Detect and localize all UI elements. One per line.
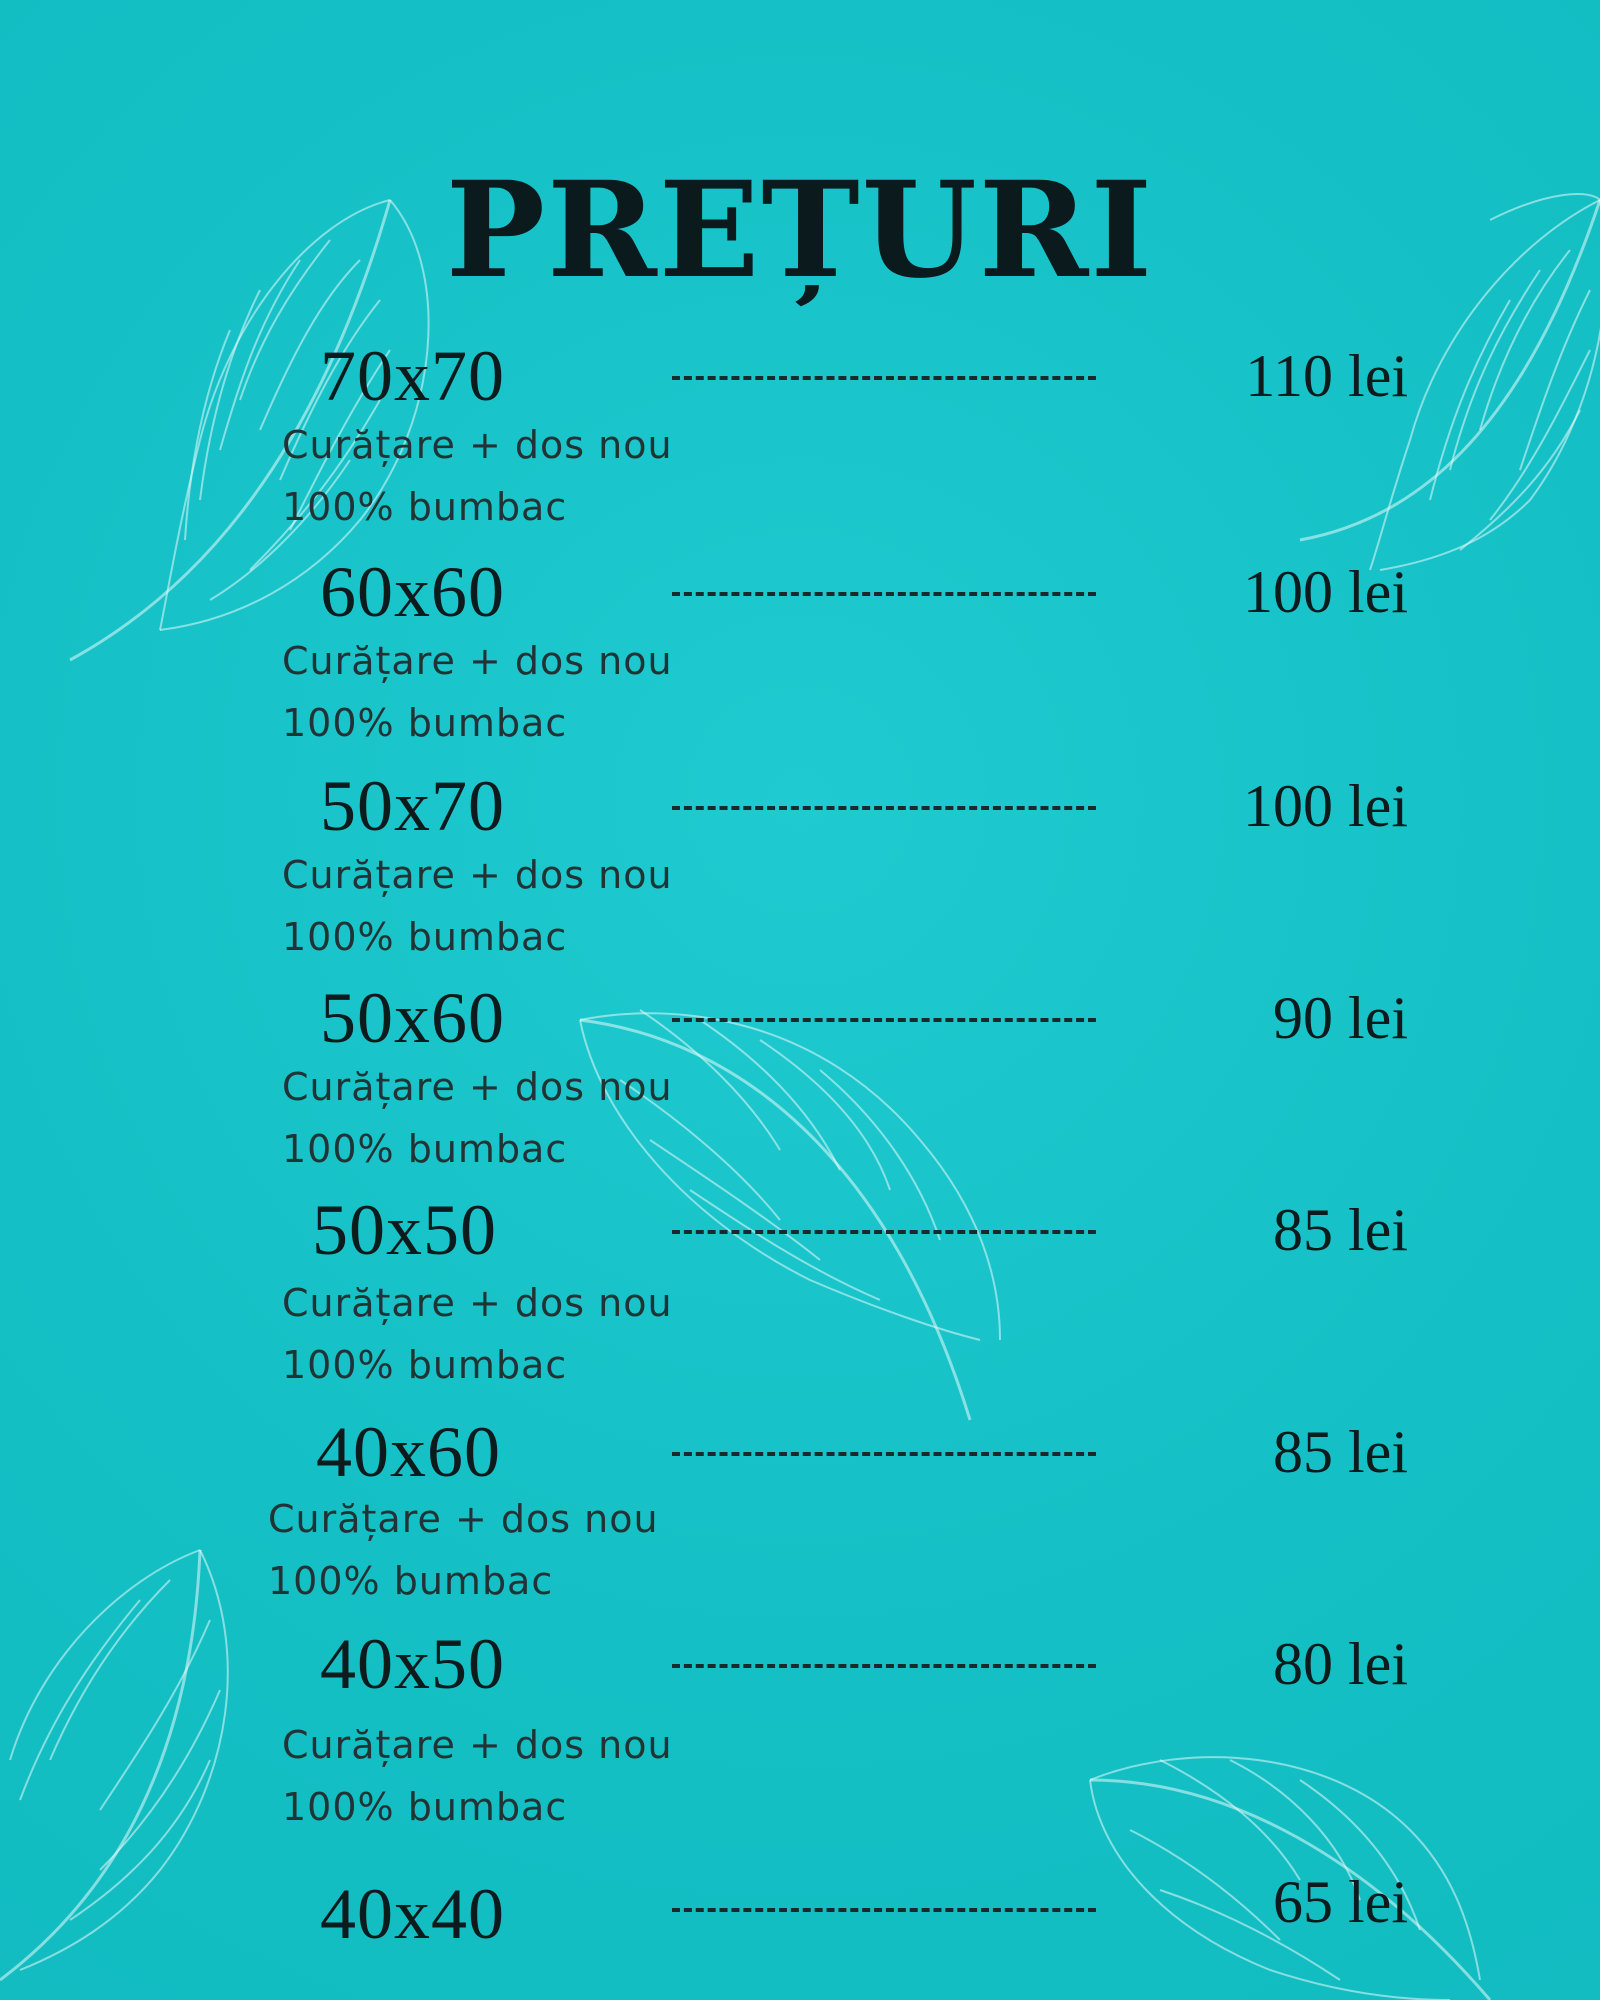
item-material: 100% bumbac (282, 1785, 568, 1829)
item-size: 60x60 (320, 552, 505, 632)
item-size: 40x60 (316, 1412, 501, 1492)
item-material: 100% bumbac (282, 915, 568, 959)
item-size: 50x70 (320, 766, 505, 846)
item-price: 90 lei (1273, 985, 1408, 1051)
price-row-60x60 (0, 552, 1600, 756)
item-material: 100% bumbac (282, 1343, 568, 1387)
item-price: 100 lei (1243, 773, 1408, 839)
item-size: 50x60 (320, 978, 505, 1058)
dotted-leader (672, 1230, 1096, 1234)
price-row-40x40 (0, 1869, 1600, 2000)
price-row-50x70 (0, 766, 1600, 970)
item-description: Curățare + dos nou (282, 1281, 673, 1325)
item-material: 100% bumbac (282, 1127, 568, 1171)
item-price: 85 lei (1273, 1197, 1408, 1263)
dotted-leader (672, 806, 1096, 810)
item-description: Curățare + dos nou (282, 1065, 673, 1109)
item-price: 110 lei (1245, 343, 1408, 409)
item-price: 65 lei (1273, 1869, 1408, 1935)
item-price: 100 lei (1243, 559, 1408, 625)
item-size: 70x70 (320, 336, 505, 416)
item-size: 50x50 (312, 1190, 497, 1270)
item-description: Curățare + dos nou (282, 1723, 673, 1767)
item-description: Curățare + dos nou (282, 853, 673, 897)
page-title: PREȚURI (445, 153, 1155, 308)
item-material: 100% bumbac (268, 1559, 554, 1603)
dotted-leader (672, 1452, 1096, 1456)
item-price: 80 lei (1273, 1631, 1408, 1697)
item-price: 85 lei (1273, 1419, 1408, 1485)
dotted-leader (672, 1018, 1096, 1022)
item-description: Curățare + dos nou (268, 1497, 659, 1541)
price-row-40x50 (0, 1624, 1600, 1829)
item-description: Curățare + dos nou (282, 423, 673, 467)
dotted-leader (672, 376, 1096, 380)
item-material: 100% bumbac (282, 701, 568, 745)
item-material: 100% bumbac (282, 485, 568, 529)
dotted-leader (672, 1664, 1096, 1668)
price-row-70x70 (0, 336, 1600, 540)
dotted-leader (672, 592, 1096, 596)
price-row-40x60 (0, 1412, 1600, 1616)
item-size: 40x50 (320, 1624, 505, 1704)
price-row-50x60 (0, 978, 1600, 1182)
dotted-leader (672, 1908, 1096, 1912)
item-description: Curățare + dos nou (282, 639, 673, 683)
item-size: 40x40 (320, 1874, 505, 1954)
price-row-50x50 (0, 1190, 1600, 1394)
